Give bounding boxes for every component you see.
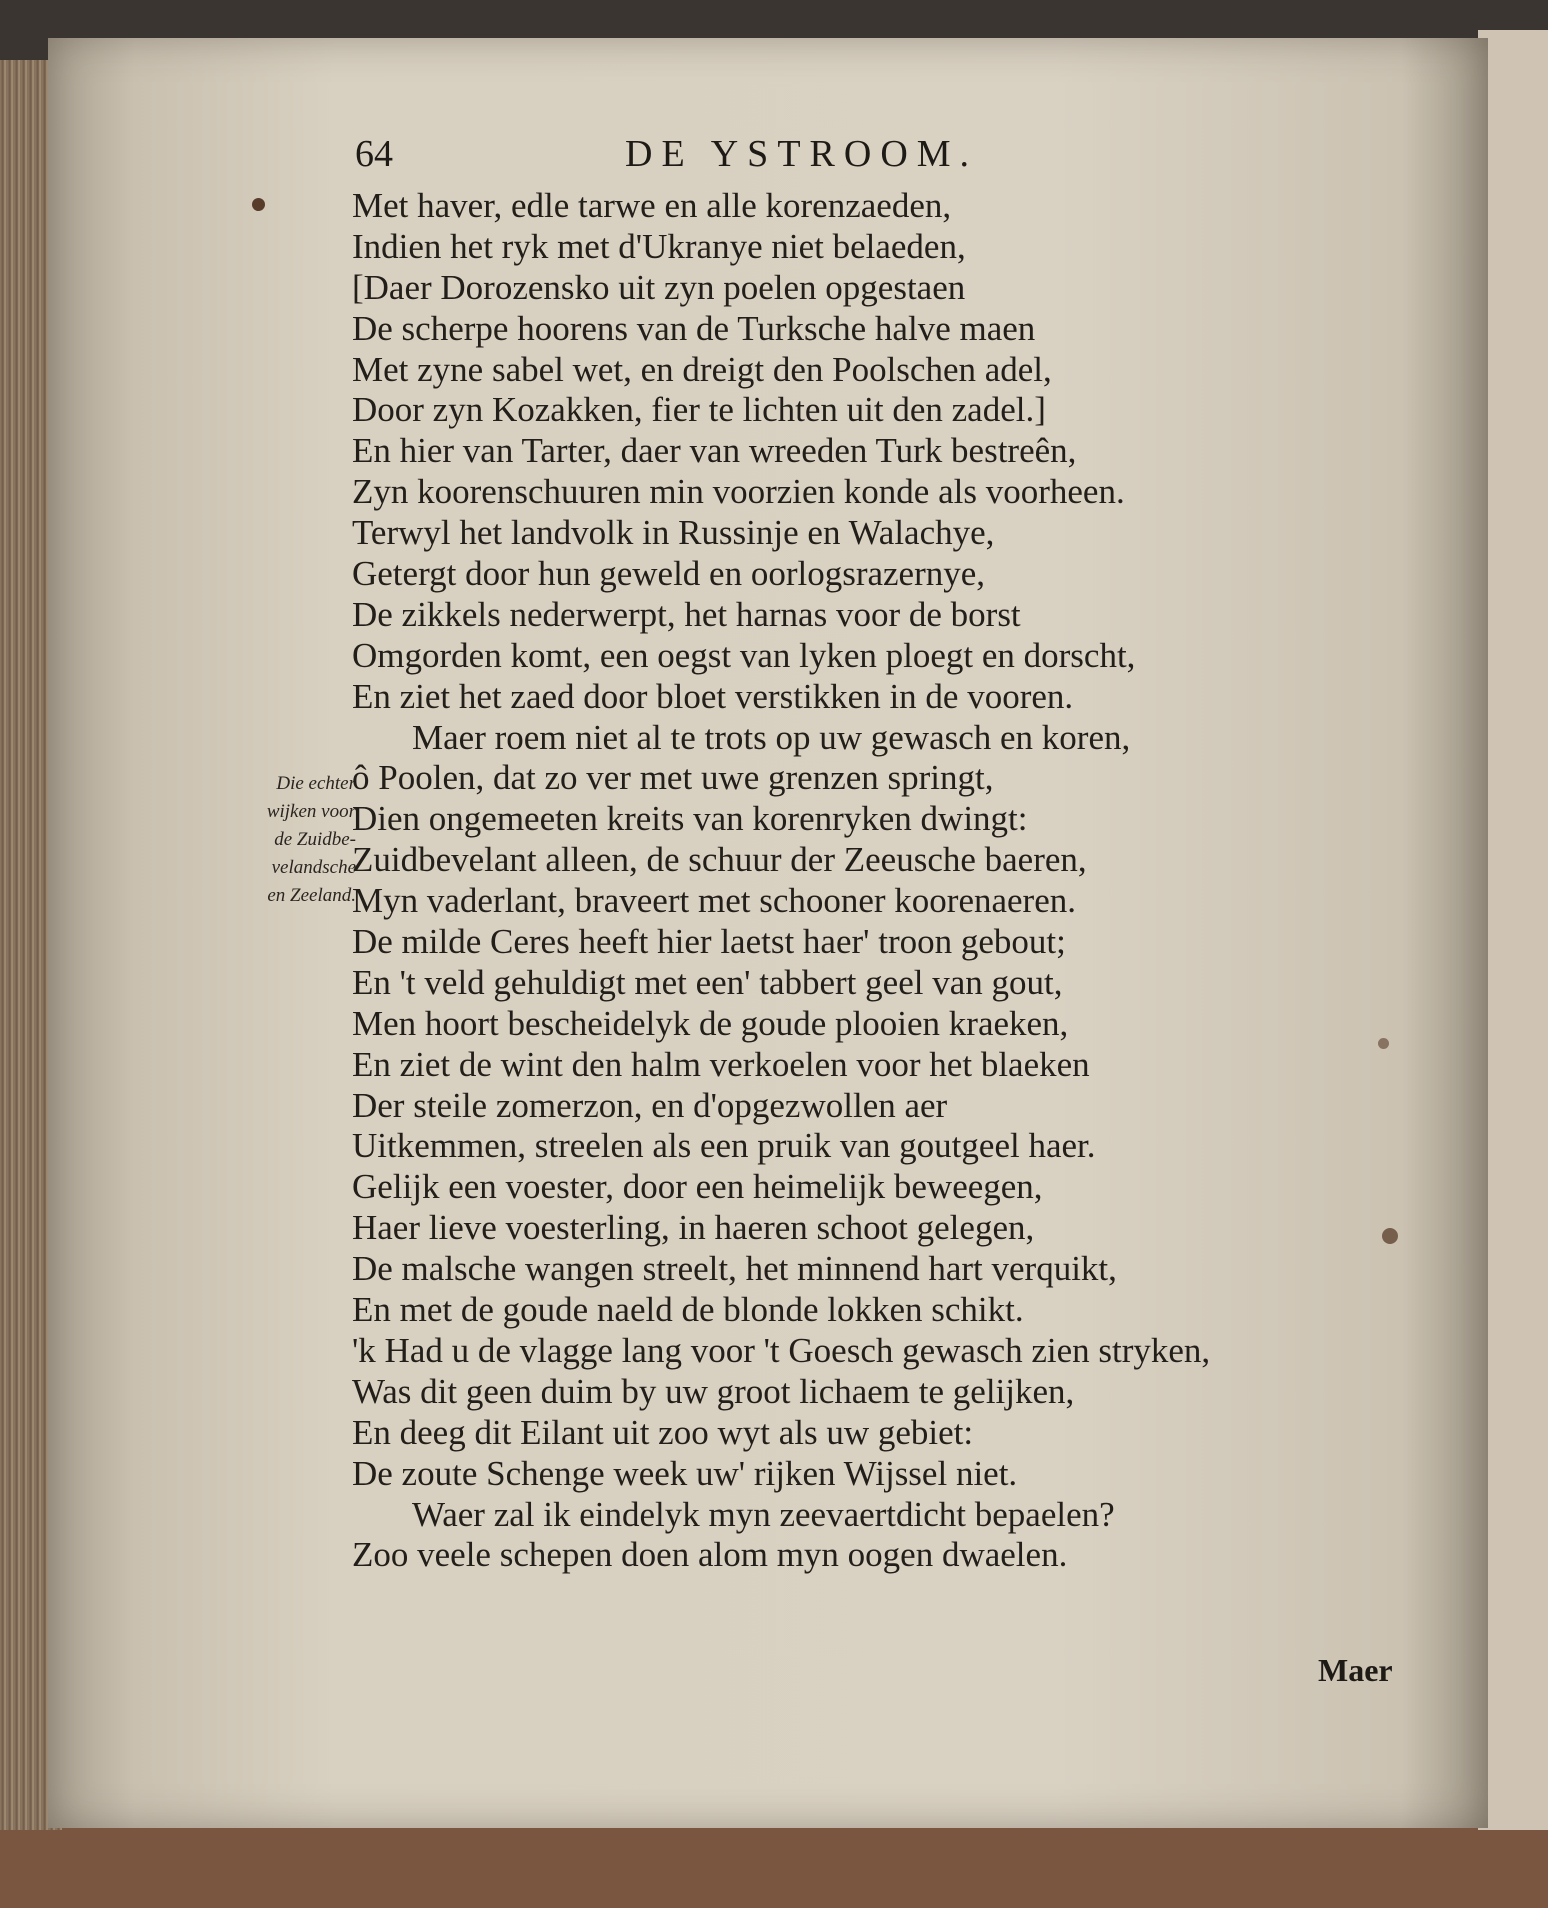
margin-note [236, 770, 356, 910]
verse-line: Waer zal ik eindelyk myn zeevaertdicht bepaelen? [412, 1494, 1115, 1534]
verse-line: En 't veld gehuldigt met een' tabbert geel van gout, [352, 962, 1063, 1002]
verse-line: Uitkemmen, streelen als een pruik van goutgeel haer. [352, 1126, 1096, 1166]
verse-line: Gelijk een voester, door een heimelijk beweegen, [352, 1167, 1043, 1207]
verse-line: Myn vaderlant, braveert met schooner koorenaeren. [352, 881, 1076, 921]
verse-line: Omgorden komt, een oegst van lyken ploegt en dorscht, [352, 635, 1136, 675]
margin-note-line: en Zeeland. [267, 885, 356, 906]
verse-line: Terwyl het landvolk in Russinje en Walachye, [352, 513, 995, 553]
verse-line: [Daer Dorozensko uit zyn poelen opgestaen [352, 267, 966, 307]
page-header [355, 132, 1105, 182]
verse-line: Zuidbevelant alleen, de schuur der Zeeusche baeren, [352, 840, 1087, 880]
verse-line: Indien het ryk met d'Ukranye niet belaeden, [352, 226, 966, 266]
poem-text [352, 186, 1412, 1576]
verse-line: Was dit geen duim by uw groot lichaem te gelijken, [352, 1371, 1075, 1411]
verse-line: De scherpe hoorens van de Turksche halve maen [352, 308, 1036, 348]
ink-spot [252, 198, 265, 211]
verse-line: En hier van Tarter, daer van wreeden Turk bestreên, [352, 431, 1077, 471]
verse-line: Der steile zomerzon, en d'opgezwollen aer [352, 1085, 948, 1125]
verse-line: De zikkels nederwerpt, het harnas voor de borst [352, 594, 1021, 634]
verse-line: De zoute Schenge week uw' rijken Wijssel niet. [352, 1453, 1018, 1493]
verse-line: Zoo veele schepen doen alom myn oogen dwaelen. [352, 1535, 1068, 1575]
verse-line: 'k Had u de vlagge lang voor 't Goesch gewasch zien stryken, [352, 1330, 1211, 1370]
verse-line: En ziet de wint den halm verkoelen voor het blaeken [352, 1044, 1090, 1084]
verse-line: Zyn koorenschuuren min voorzien konde als voorheen. [352, 472, 1125, 512]
verse-line: Met zyne sabel wet, en dreigt den Poolschen adel, [352, 349, 1052, 389]
margin-note-line: velandsche [271, 857, 356, 878]
verse-line: Men hoort bescheidelyk de goude plooien kraeken, [352, 1003, 1069, 1043]
verse-line: Getergt door hun geweld en oorlogsrazernye, [352, 554, 986, 594]
verse-line: En deeg dit Eilant uit zoo wyt als uw gebiet: [352, 1412, 974, 1452]
verse-line: ô Poolen, dat zo ver met uwe grenzen springt, [352, 758, 994, 798]
verse-line: Haer lieve voesterling, in haeren schoot gelegen, [352, 1208, 1035, 1248]
verse-line: Met haver, edle tarwe en alle korenzaeden, [352, 186, 952, 225]
margin-note-line: Die echter [276, 773, 356, 794]
verse-line: Dien ongemeeten kreits van korenryken dwingt: [352, 799, 1028, 839]
catchword: Maer [1318, 1652, 1393, 1688]
margin-note-line: de Zuidbe- [274, 829, 356, 850]
facing-page-edge [1478, 30, 1548, 1830]
verse-line: De milde Ceres heeft hier laetst haer' troon gebout; [352, 922, 1066, 962]
verse-line: Door zyn Kozakken, fier te lichten uit den zadel.] [352, 390, 1046, 430]
verse-line: Maer roem niet al te trots op uw gewasch en koren, [412, 717, 1131, 757]
verse-line: En met de goude naeld de blonde lokken schikt. [352, 1290, 1024, 1330]
margin-note-line: wijken voor [266, 801, 356, 822]
running-title: DE YSTROOM. [625, 133, 979, 175]
verse-line: De malsche wangen streelt, het minnend hart verquikt, [352, 1249, 1117, 1289]
page-number: 64 [355, 133, 393, 175]
verse-line: En ziet het zaed door bloet verstikken in de vooren. [352, 676, 1074, 716]
